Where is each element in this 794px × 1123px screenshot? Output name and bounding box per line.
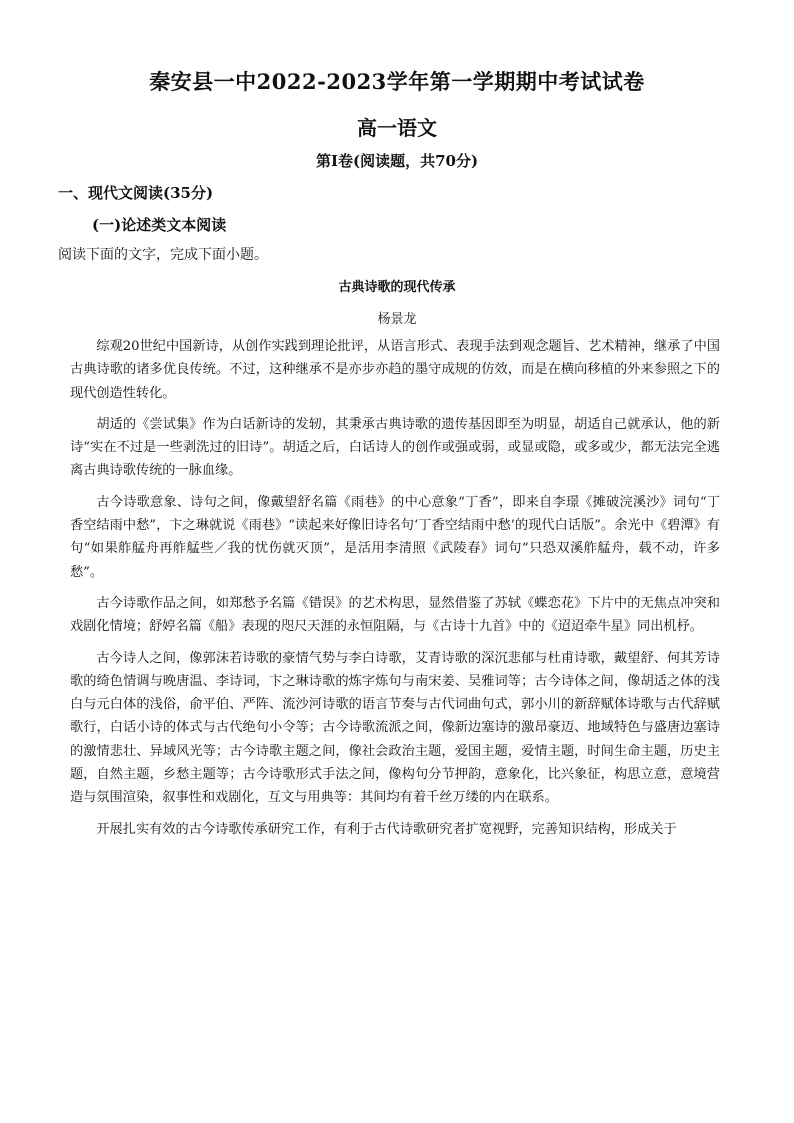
article-author: 杨景龙 xyxy=(377,312,417,327)
article-body xyxy=(70,335,720,849)
section-heading: 一、现代文阅读(35分) xyxy=(58,184,214,202)
reading-instruction: 阅读下面的文字，完成下面小题。 xyxy=(58,247,268,263)
paragraph: 胡适的《尝试集》作为白话新诗的发轫，其秉承古典诗歌的遗传基因即至为明显，胡适自己就承认，他的新诗“实在不过是一些剥洗过的旧诗”。胡适之后，白话诗人的创作或强或弱，或显或隐，或多或少，都无法完全逃离古典诗歌传统的一脉血缘。 xyxy=(70,416,720,479)
paragraph: 古今诗歌作品之间，如郑愁予名篇《错误》的艺术构思，显然借鉴了苏轼《蝶恋花》下片中的无焦点冲突和戏剧化情境；舒婷名篇《船》表现的咫尺天涯的永恒阻隔，与《古诗十九首》中的《迢迢牵牛星》同出机杼。 xyxy=(70,595,720,635)
part-heading: 第Ⅰ卷(阅读题，共70分) xyxy=(315,152,479,170)
paragraph: 古今诗歌意象、诗句之间，像戴望舒名篇《雨巷》的中心意象“丁香”，即来自李璟《摊破浣溪沙》词句“丁香空结雨中愁”，卞之琳就说《雨巷》“读起来好像旧诗名句‘丁香空结雨中愁’的现代白话版”。余光中《碧潭》有句“如果舴艋舟再舴艋些／我的忧伤就灭顶”，是活用李清照《武陵春》词句“只恐双溪舴艋舟，载不动，许多愁”。 xyxy=(70,494,720,580)
paragraph: 综观20世纪中国新诗，从创作实践到理论批评，从语言形式、表现手法到观念题旨、艺术精神，继承了中国古典诗歌的诸多优良传统。不过，这种继承不是亦步亦趋的墨守成规的仿效，而是在横向移植的外来参照之下的现代创造性转化。 xyxy=(70,339,720,401)
paragraph: 开展扎实有效的古今诗歌传承研究工作，有利于古代诗歌研究者扩宽视野，完善知识结构，形成关于 xyxy=(96,821,677,837)
subsection-heading: (一)论述类文本阅读 xyxy=(92,216,227,234)
subject-title: 高一语文 xyxy=(357,116,437,140)
article-title: 古典诗歌的现代传承 xyxy=(338,280,456,295)
paragraph: 古今诗人之间，像郭沫若诗歌的豪情气势与李白诗歌，艾青诗歌的深沉悲郁与杜甫诗歌，戴望舒、何其芳诗歌的绮色情调与晚唐温、李诗词，卞之琳诗歌的炼字炼句与南宋姜、吴雅词等；古今诗体之间，像胡适之体的浅白与元白体的浅俗，俞平伯、严阵、流沙河诗歌的语言节奏与古代词曲句式，郭小川的新辞赋体诗歌与古代辞赋歌行，白话小诗的体式与古代绝句小令等；古今诗歌流派之间，像新边塞诗的激昂豪迈、地域特色与盛唐边塞诗的激情悲壮、异域风光等；古今诗歌主题之间，像社会政治主题，爱国主题，爱情主题，时间生命主题，历史主题，自然主题，乡愁主题等；古今诗歌形式手法之间，像构句分节押韵，意象化，比兴象征，构思立意，意境营造与氛围渲染，叙事性和戏剧化，互文与用典等：其间均有着千丝万缕的内在联系。 xyxy=(70,650,720,806)
exam-title: 秦安县一中2022-2023学年第一学期期中考试试卷 xyxy=(149,69,645,94)
